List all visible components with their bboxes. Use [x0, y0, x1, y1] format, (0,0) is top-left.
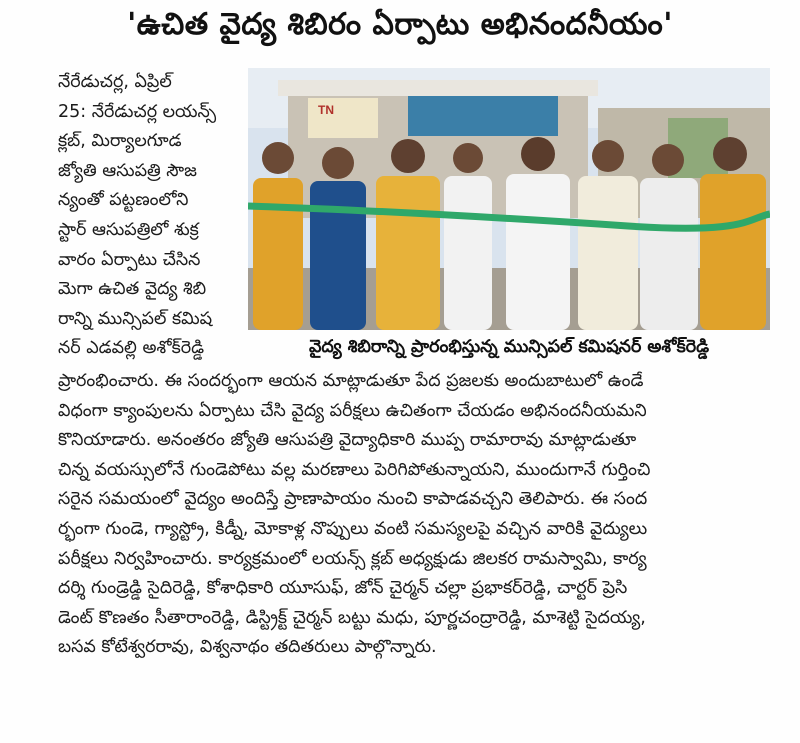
body-line: కొనియాడారు. అనంతరం జ్యోతి ఆసుపత్రి వైద్యాధికారి ముప్ప రామారావు మాట్లాడుతూ: [58, 430, 637, 451]
article-body: [58, 367, 774, 663]
body-line: విధంగా క్యాంపులను ఏర్పాటు చేసి వైద్య పరీక్షలు ఉచితంగా చేయడం అభినందనీయమని: [58, 400, 647, 421]
body-line: బసవ కోటేశ్వరరావు, విశ్వనాథం తదితరులు పాల్గొన్నారు.: [58, 637, 437, 658]
lead-line: నర్ ఎడవల్లి అశోక్‌రెడ్డి: [58, 338, 205, 359]
body-line: సరైన సమయంలో వైద్యం అందిస్తే ప్రాణాపాయం నుంచి కాపాడవచ్చని తెలిపారు. ఈ సంద: [58, 489, 648, 510]
article-headline: 'ఉచిత వైద్య శిబిరం ఏర్పాటు అభినందనీయం': [127, 7, 673, 42]
body-line: దర్శి గుండ్రెడ్డి సైదిరెడ్డి, కోశాధికారి యూసుఫ్, జోన్ చైర్మన్ చల్లా ప్రభాకర్‌రెడ్డి, చార్టర్ ప్రెసి: [58, 578, 628, 599]
lead-line: న్యంతో పట్టణంలోని: [58, 190, 189, 211]
body-line: చిన్న వయస్సులోనే గుండెపోటు వల్ల మరణాలు పెరిగిపోతున్నాయని, ముందుగానే గుర్తించి: [58, 459, 651, 480]
photo-caption: వైద్య శిబిరాన్ని ప్రారంభిస్తున్న మున్సిపల్ కమిషనర్ అశోక్‌రెడ్డి: [308, 337, 710, 357]
body-line: పరీక్షలు నిర్వహించారు. కార్యక్రమంలో లయన్స్ క్లబ్ అధ్యక్షుడు జిలకర రామస్వామి, కార్య: [58, 548, 647, 569]
lead-line: స్టార్ ఆసుపత్రిలో శుక్ర: [58, 219, 199, 240]
lead-line: క్లబ్, మిర్యాలగూడ: [58, 131, 182, 152]
lead-line: మెగా ఉచిత వైద్య శిబి: [58, 279, 207, 300]
body-line: ర్భంగా గుండె, గ్యాస్ట్రో, కిడ్నీ, మోకాళ్ల నొప్పులు వంటి సమస్యలపై వచ్చిన వారికి వైద్యులు: [58, 518, 648, 539]
body-line: ప్రారంభించారు. ఈ సందర్భంగా ఆయన మాట్లాడుతూ పేద ప్రజలకు అందుబాటులో ఉండే: [58, 371, 644, 391]
shop-sign-text: TN: [318, 103, 334, 117]
lead-line: జ్యోతి ఆసుపత్రి సౌజ: [58, 160, 197, 181]
news-photo: [248, 68, 770, 330]
article-lead-column: [58, 68, 238, 364]
lead-line: 25: నేరేడుచర్ల లయన్స్: [58, 101, 217, 122]
lead-line: నేరేడుచర్ల, ఏప్రిల్: [58, 72, 172, 92]
lead-line: రాన్ని మున్సిపల్ కమిష: [58, 308, 213, 329]
ribbon-cutting-photo: [248, 68, 770, 330]
body-line: డెంట్ కొణతం సీతారాంరెడ్డి, డిస్ట్రిక్ట్ చైర్మన్ బట్టు మధు, పూర్ణచంద్రారెడ్డి, మాశెట్టి సైదయ్య,: [58, 607, 646, 628]
lead-line: వారం ఏర్పాటు చేసిన: [58, 249, 201, 270]
